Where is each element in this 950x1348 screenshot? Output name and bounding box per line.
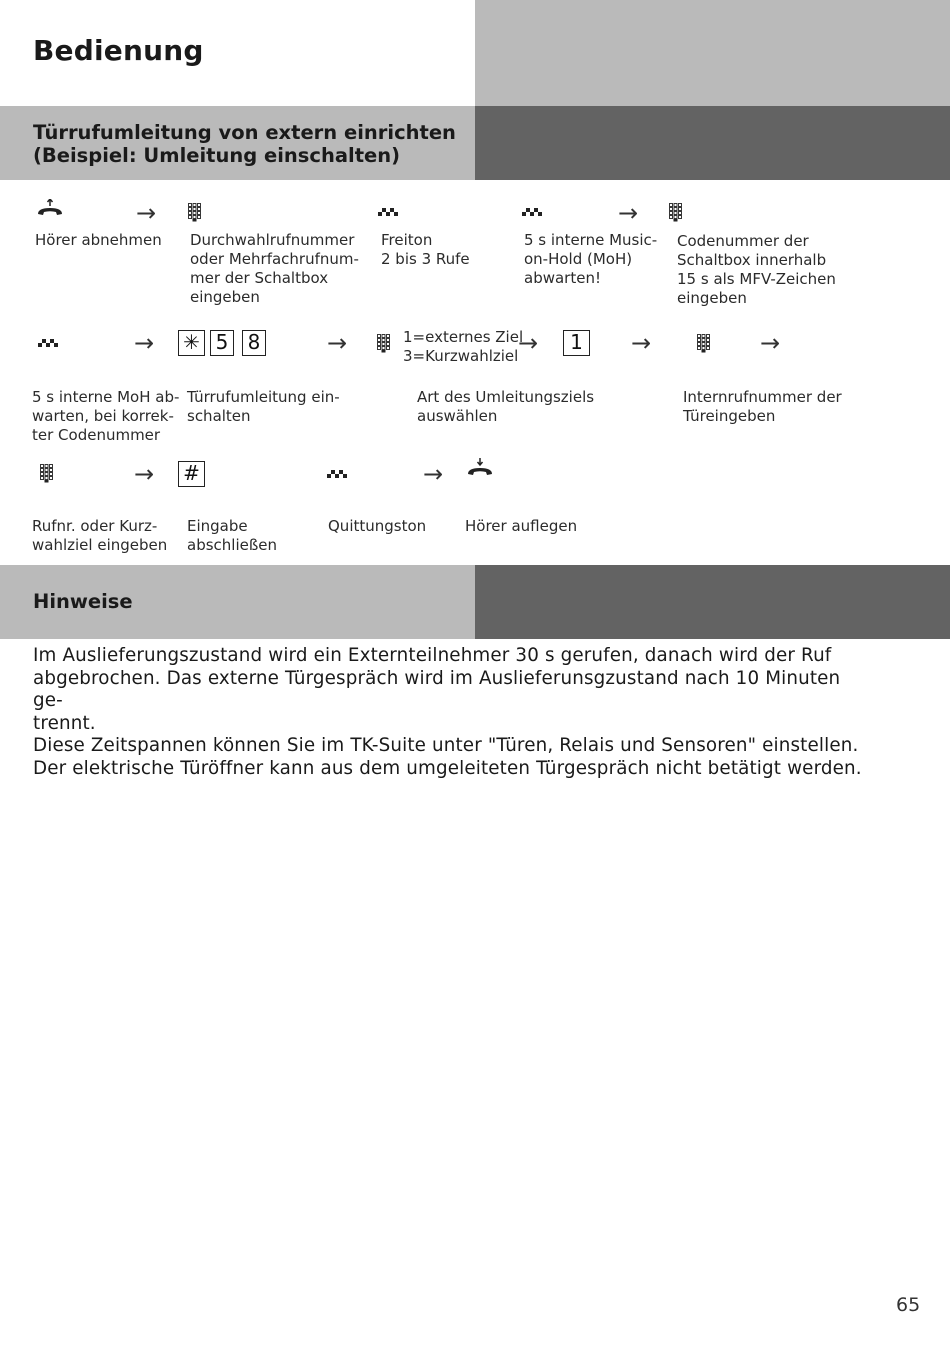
arrow-icon: → [631,329,652,357]
step-caption: Durchwahlrufnummer oder Mehrfachrufnum- mer der Schaltbox eingeben [190,231,359,306]
hints-line: Diese Zeitspannen können Sie im TK-Suite unter "Türen, Relais und Sensoren" einstellen. [33,735,859,757]
tone-icon [38,339,58,348]
tone-icon [378,208,398,217]
option-speed-dial-target: 3=Kurzwahlziel [403,347,519,365]
keypad-icon [40,464,54,484]
section-band-dark [475,106,950,180]
keypad-icon [377,334,391,354]
keypad-icon [697,334,711,354]
page-title: Bedienung [33,34,204,67]
hints-line: abgebrochen. Das externe Türgespräch wird im Auslieferunsgzustand nach 10 Minuten ge- [33,667,841,712]
step-caption: Rufnr. oder Kurz- wahlziel eingeben [32,517,168,554]
hints-heading: Hinweise [33,590,133,613]
arrow-icon: → [423,460,444,488]
arrow-icon: → [327,329,348,357]
arrow-icon: → [760,329,781,357]
section-heading-line1: Türrufumleitung von extern einrichten [33,121,456,144]
key-1: 1 [563,330,590,356]
step-caption: Quittungston [328,517,427,535]
step-caption: Codenummer der Schaltbox innerhalb 15 s als MFV-Zeichen eingeben [677,232,836,307]
arrow-icon: → [618,199,639,227]
arrow-icon: → [134,329,155,357]
option-external-target: 1=externes Ziel [403,328,524,346]
step-caption: Art des Umleitungsziels auswählen [417,388,595,425]
page-number: 65 [896,1294,921,1316]
step-caption: Eingabe abschließen [187,517,278,554]
step-caption: 5 s interne MoH ab- warten, bei korrek- ter Codenummer [32,388,180,444]
step-caption: Internrufnummer der Türeingeben [683,388,842,425]
step-caption: Türrufumleitung ein- schalten [187,388,340,425]
section-heading-line2: (Beispiel: Umleitung einschalten) [33,144,401,167]
hints-line: Der elektrische Türöffner kann aus dem umgeleiteten Türgespräch nicht betätigt werden. [33,757,862,779]
hash-key: # [178,461,205,487]
tone-icon [522,208,542,217]
hints-line: trennt. [33,712,96,734]
tone-icon [327,470,347,479]
handset-on-hook-icon [467,458,495,478]
step-caption: Freiton 2 bis 3 Rufe [381,231,470,268]
step-caption: 5 s interne Music- on-Hold (MoH) abwarten! [524,231,658,287]
header-grey-block [475,0,950,106]
arrow-icon: → [518,329,539,357]
section-heading [33,121,456,167]
arrow-icon: → [134,460,155,488]
step-caption: Hörer abnehmen [35,231,162,249]
handset-off-hook-icon [37,199,65,219]
keypad-icon [188,203,202,223]
hints-line: Im Auslieferungszustand wird ein Externteilnehmer 30 s gerufen, danach wird der Ruf [33,645,832,666]
key-8: 8 [242,330,266,356]
hints-band-dark [475,565,950,639]
arrow-icon: → [136,199,157,227]
keypad-icon [669,203,683,223]
star-key: ✳ [178,330,205,356]
hints-body [33,645,873,781]
step-caption: Hörer auflegen [465,517,578,535]
key-5: 5 [210,330,234,356]
